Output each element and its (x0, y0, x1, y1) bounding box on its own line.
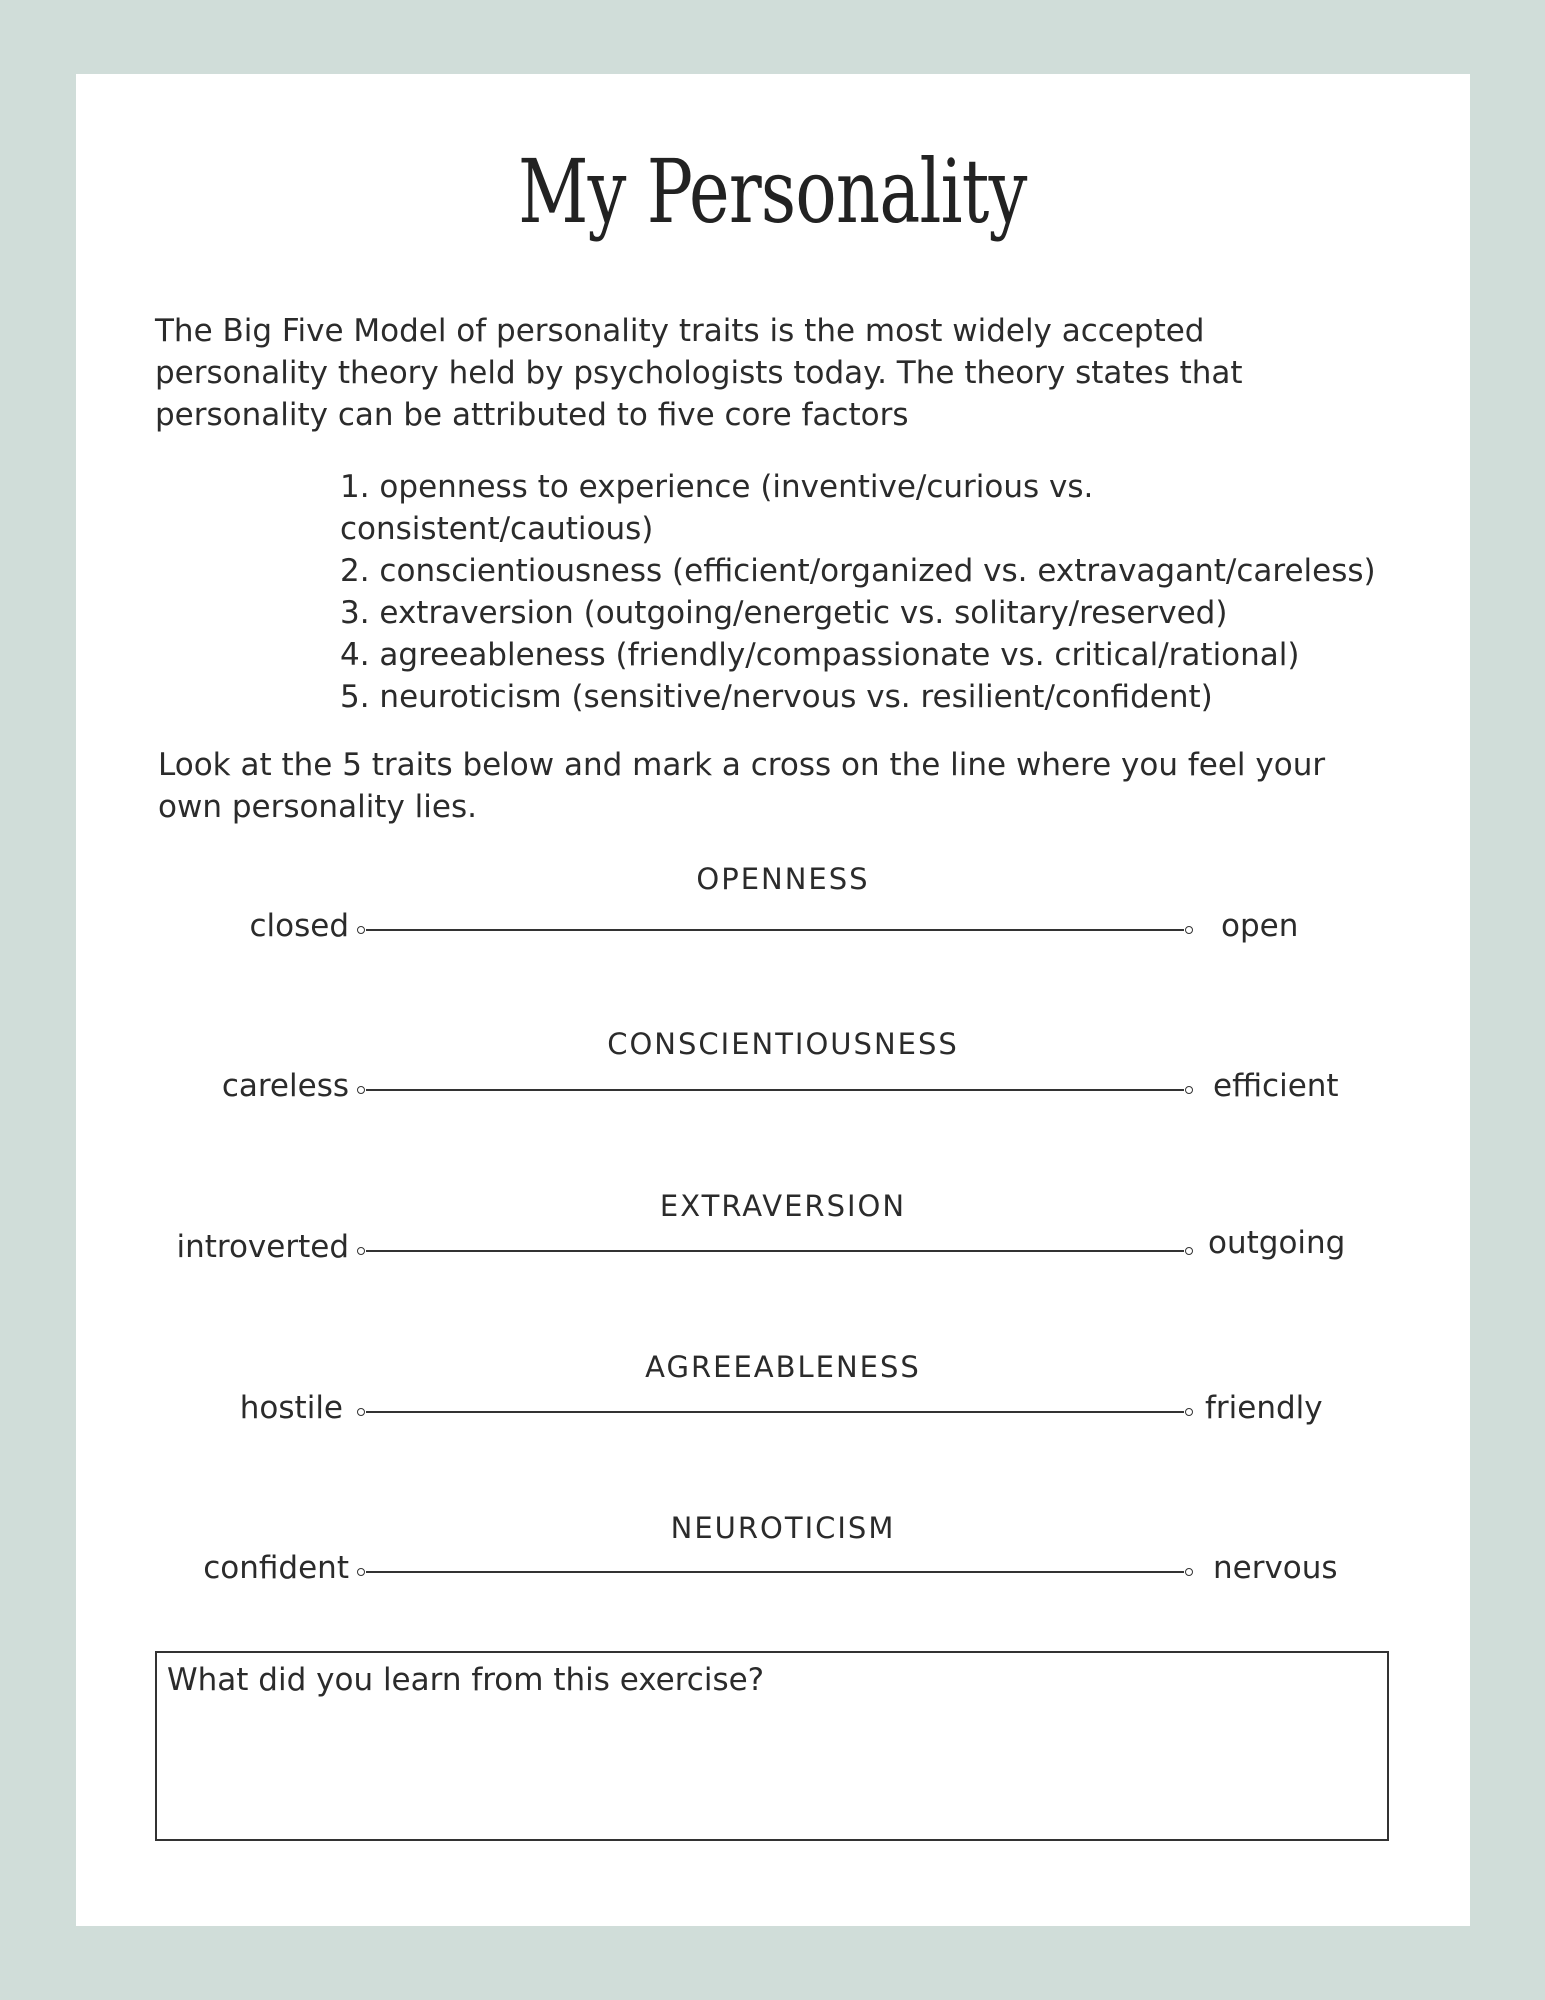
extraversion-right-label: outgoing (1208, 1225, 1346, 1261)
neuroticism-heading: NEUROTICISM (670, 1511, 896, 1545)
agreeableness-left-label: hostile (239, 1390, 343, 1426)
extraversion-heading: EXTRAVERSION (659, 1189, 907, 1223)
openness-right-label: open (1221, 908, 1299, 944)
extraversion-left-label: introverted (176, 1229, 349, 1265)
agreeableness-heading: AGREEABLENESS (645, 1350, 921, 1384)
neuroticism-scale-line[interactable] (366, 1571, 1184, 1573)
agreeableness-scale-line[interactable] (366, 1411, 1184, 1413)
reflection-prompt: What did you learn from this exercise? (167, 1662, 765, 1698)
conscientiousness-scale-line[interactable] (366, 1089, 1184, 1091)
neuroticism-right-label: nervous (1213, 1550, 1338, 1586)
reflection-answer-box[interactable] (155, 1651, 1389, 1841)
list-item: 1. openness to experience (inventive/curious vs. consistent/cautious) (340, 469, 1094, 547)
conscientiousness-right-label: efficient (1213, 1068, 1339, 1104)
conscientiousness-heading: CONSCIENTIOUSNESS (607, 1027, 959, 1061)
list-item: 2. conscientiousness (efficient/organized vs. extravagant/careless) (340, 553, 1376, 589)
neuroticism-left-label: confident (203, 1550, 349, 1586)
traits-list (340, 466, 1400, 718)
openness-scale-line[interactable] (366, 929, 1184, 931)
intro-paragraph: The Big Five Model of personality traits is the most widely accepted personality theory held by psychologists today. The theory states that personality can be attributed to five core factors (155, 313, 1243, 433)
page-title: My Personality (518, 140, 1027, 243)
extraversion-scale-line[interactable] (366, 1250, 1184, 1252)
list-item: 5. neuroticism (sensitive/nervous vs. resilient/confident) (340, 679, 1213, 715)
openness-left-label: closed (249, 908, 349, 944)
list-item: 4. agreeableness (friendly/compassionate vs. critical/rational) (340, 637, 1300, 673)
openness-heading: OPENNESS (696, 862, 870, 896)
conscientiousness-left-label: careless (221, 1068, 349, 1104)
agreeableness-right-label: friendly (1205, 1390, 1323, 1426)
list-item: 3. extraversion (outgoing/energetic vs. solitary/reserved) (340, 595, 1228, 631)
instruction-text: Look at the 5 traits below and mark a cross on the line where you feel your own personality lies. (158, 747, 1326, 825)
